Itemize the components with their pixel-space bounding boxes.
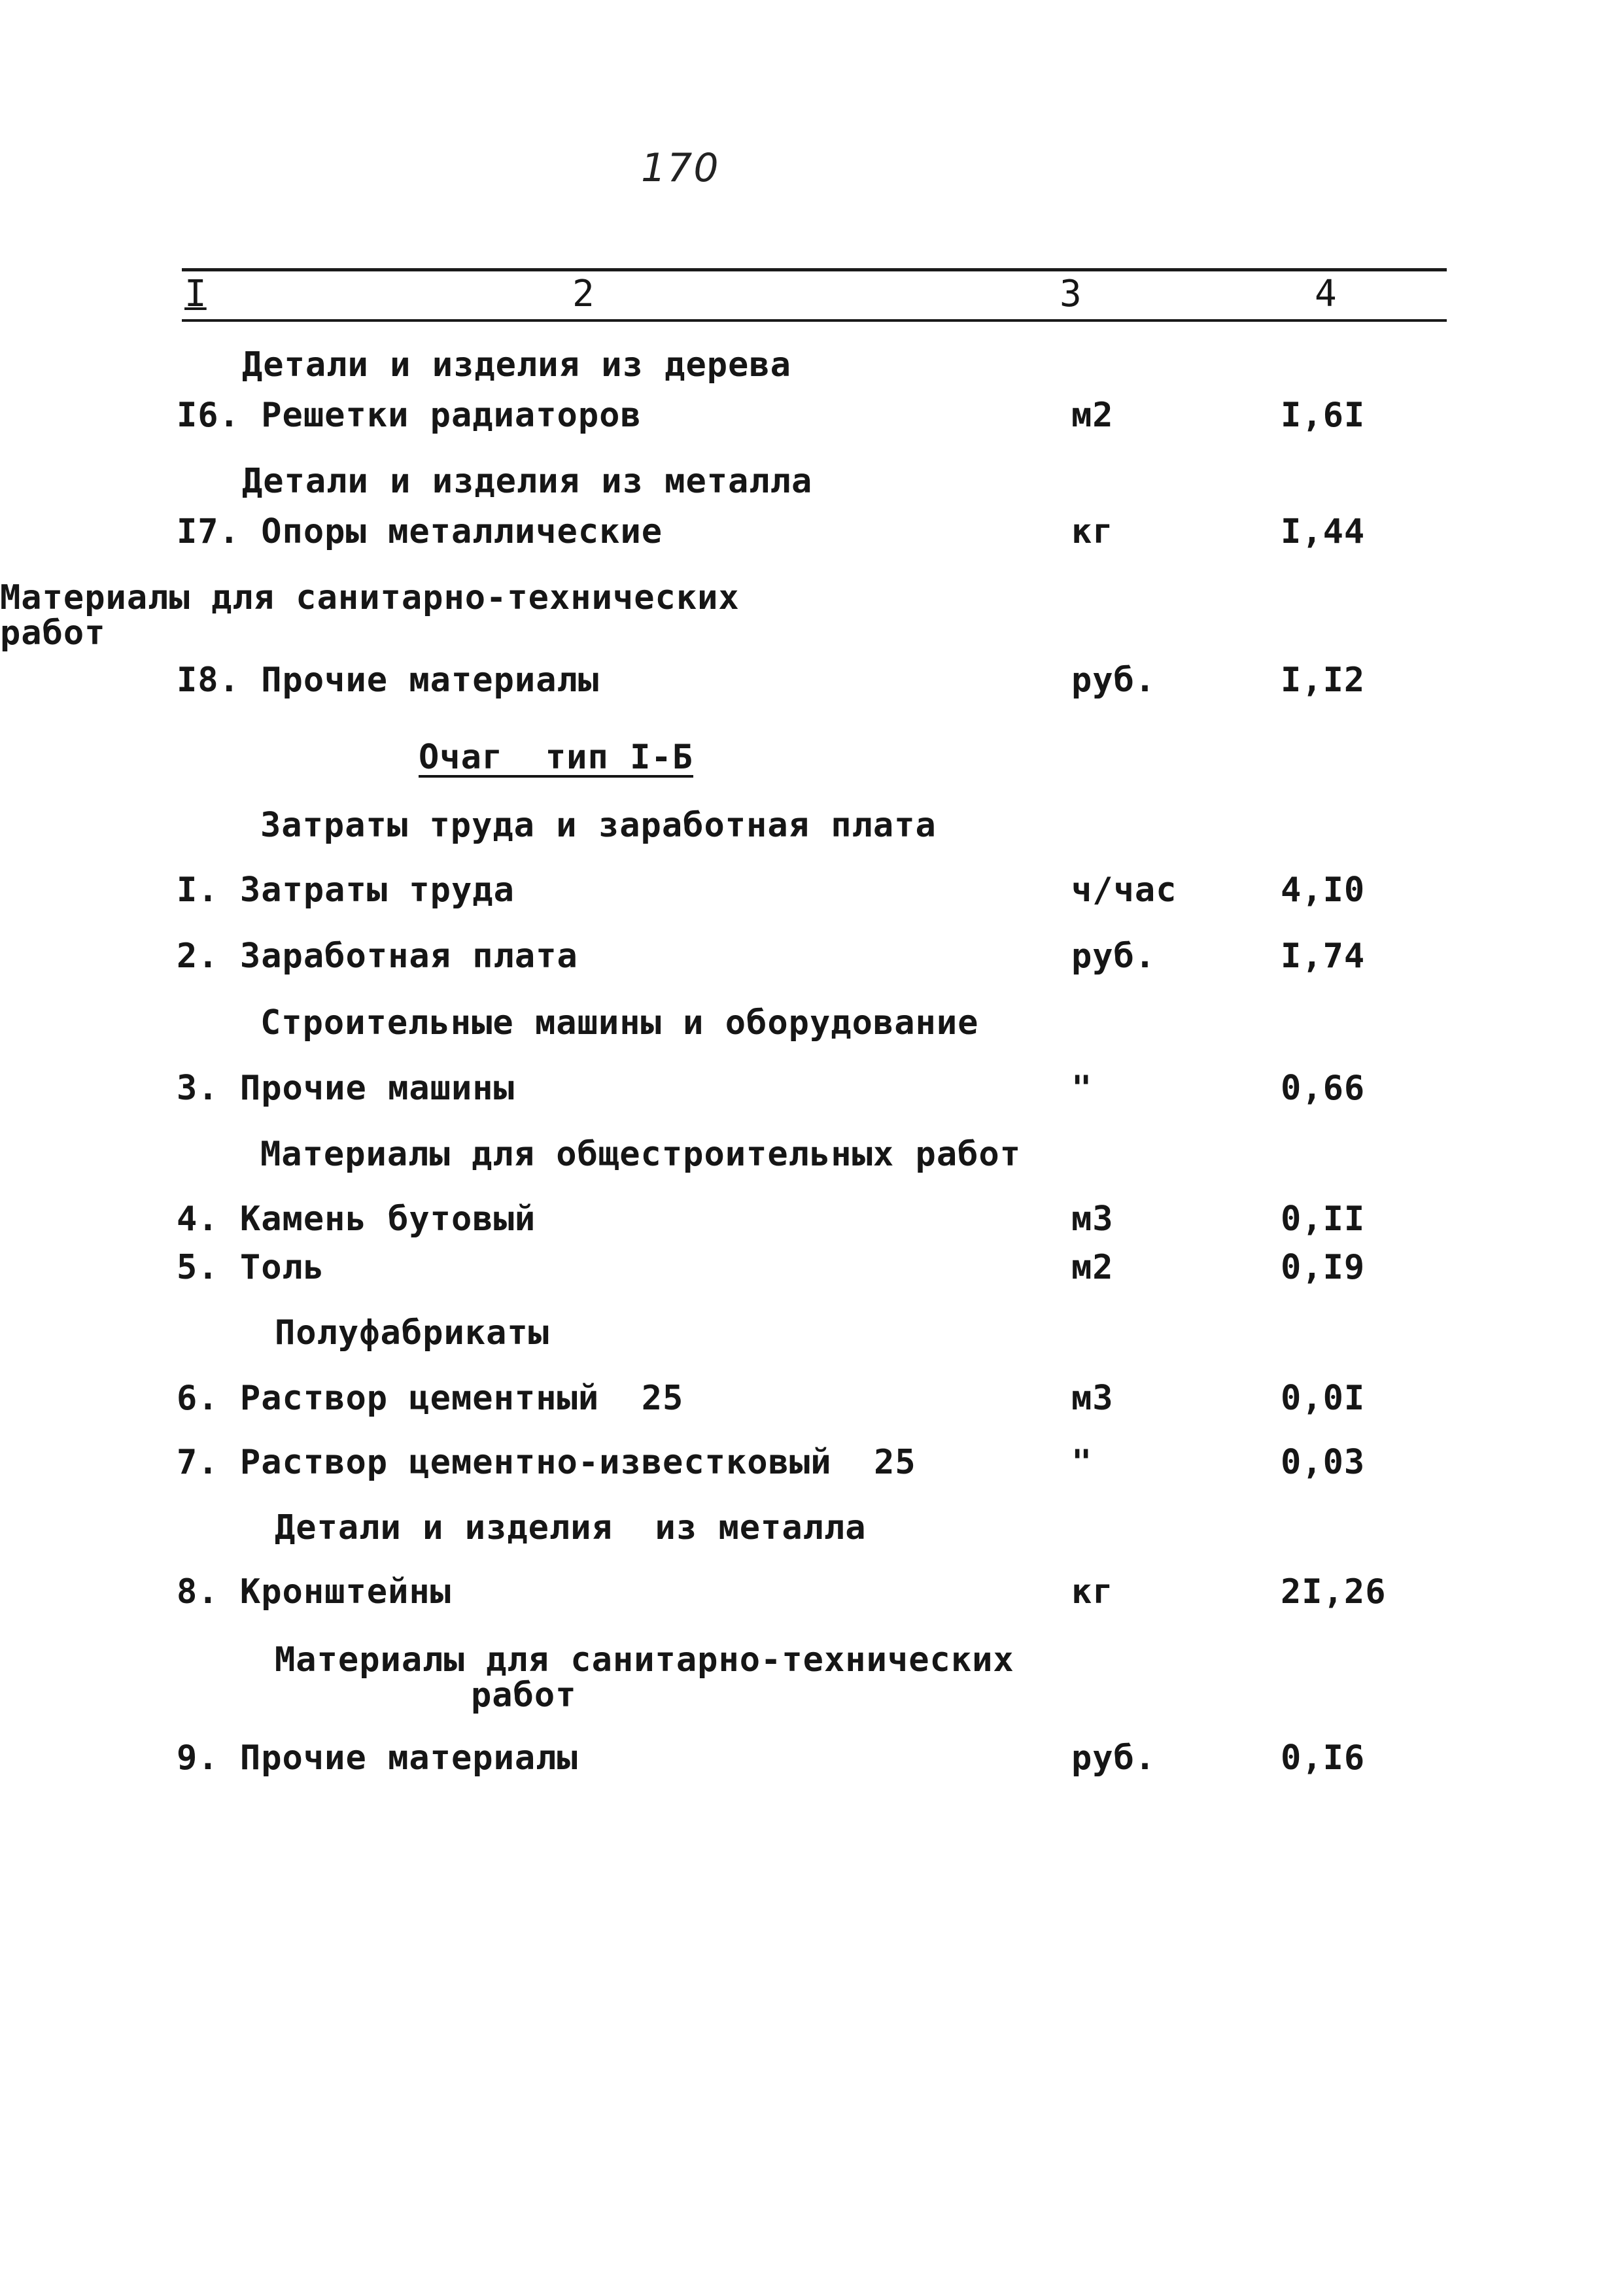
section-heading: работ (471, 1676, 577, 1715)
item-unit: м3 (1071, 1379, 1114, 1418)
page-number: 170 (641, 145, 720, 191)
section-heading: Материалы для санитарно-технических (275, 1640, 1014, 1680)
item-quantity: I,6I (1281, 396, 1366, 435)
section-heading: Материалы для общестроительных работ (260, 1135, 1022, 1174)
item-unit: " (1071, 1069, 1093, 1108)
section-heading: Детали и изделия из металла (275, 1508, 867, 1547)
item-quantity: 4,I0 (1281, 871, 1366, 910)
item-unit: руб. (1071, 937, 1156, 976)
item-name: 6. Раствор цементный 25 (177, 1379, 684, 1418)
item-unit: " (1071, 1443, 1093, 1482)
item-quantity: 2I,26 (1281, 1572, 1387, 1612)
item-quantity: I,44 (1281, 512, 1366, 551)
section-heading: Материалы для санитарно-технических (0, 578, 740, 617)
item-unit: м3 (1071, 1199, 1114, 1239)
section-heading: Детали и изделия из металла (242, 462, 813, 501)
table-top-rule (182, 268, 1447, 271)
item-name: I7. Опоры металлические (177, 512, 663, 551)
item-quantity: 0,66 (1281, 1069, 1366, 1108)
section-heading: Затраты труда и заработная плата (260, 806, 937, 845)
item-quantity: 0,03 (1281, 1443, 1366, 1482)
column-header-2: 2 (572, 273, 595, 315)
table-header-rule (182, 319, 1447, 322)
item-name: 5. Толь (177, 1248, 325, 1287)
item-quantity: I,74 (1281, 937, 1366, 976)
item-unit: ч/час (1071, 871, 1177, 910)
item-unit: м2 (1071, 1248, 1114, 1287)
column-header-1: I (184, 273, 207, 315)
subsection-title: Очаг тип I-Б (419, 738, 693, 777)
item-name: 3. Прочие машины (177, 1069, 515, 1108)
item-name: 2. Заработная плата (177, 937, 578, 976)
item-unit: м2 (1071, 396, 1114, 435)
item-unit: кг (1071, 1572, 1114, 1612)
item-quantity: 0,I9 (1281, 1248, 1366, 1287)
item-unit: руб. (1071, 661, 1156, 700)
item-name: 8. Кронштейны (177, 1572, 451, 1612)
section-heading: работ (0, 613, 106, 653)
section-heading: Строительные машины и оборудование (260, 1003, 979, 1043)
item-quantity: I,I2 (1281, 661, 1366, 700)
item-unit: руб. (1071, 1738, 1156, 1778)
item-name: 9. Прочие материалы (177, 1738, 578, 1778)
column-header-3: 3 (1060, 273, 1082, 315)
item-name: 4. Камень бутовый (177, 1199, 536, 1239)
item-name: I. Затраты труда (177, 871, 515, 910)
column-header-4: 4 (1315, 273, 1337, 315)
item-name: I8. Прочие материалы (177, 661, 600, 700)
item-quantity: 0,0I (1281, 1379, 1366, 1418)
item-name: I6. Решетки радиаторов (177, 396, 642, 435)
item-quantity: 0,II (1281, 1199, 1366, 1239)
section-heading: Детали и изделия из дерева (242, 345, 791, 385)
item-quantity: 0,I6 (1281, 1738, 1366, 1778)
section-heading: Полуфабрикаты (275, 1313, 549, 1353)
item-name: 7. Раствор цементно-известковый 25 (177, 1443, 916, 1482)
item-unit: кг (1071, 512, 1114, 551)
